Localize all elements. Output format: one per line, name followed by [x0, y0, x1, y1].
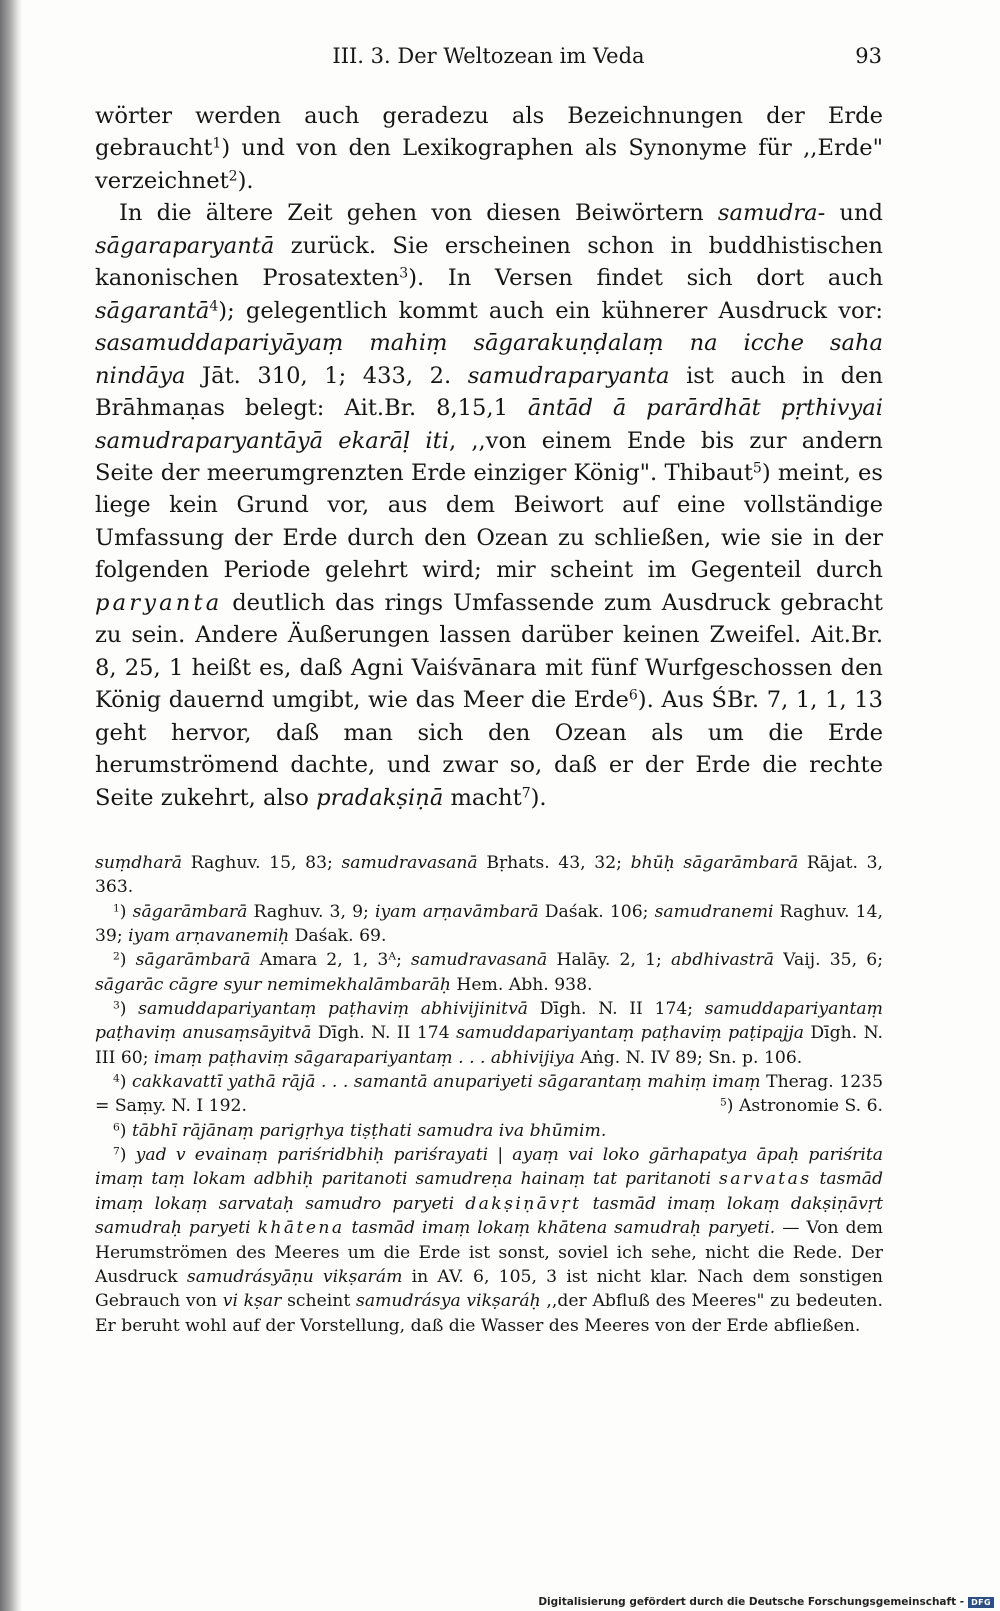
text-run: In die ältere Zeit gehen von diesen Beiwörtern	[119, 200, 718, 227]
italic-term: abdhivastrā	[671, 950, 774, 971]
footnote-ref: 1	[212, 136, 222, 153]
text-run: Halāy. 2, 1;	[547, 950, 672, 971]
text-run: ) meint, es liege kein Grund vor, aus dem Beiwort auf eine vollständige Umfassung der Erde durch den Ozean zu schließen, wie sie in der folgenden Periode gelehrt wird; mir scheint im Gegenteil durch	[95, 459, 883, 584]
italic-term: samudraparyanta	[467, 362, 670, 389]
italic-term: vi kṣar	[222, 1291, 282, 1312]
text-run: ). Aus ŚBr. 7, 1, 1, 13 geht hervor, daß man sich den Ozean als um die Erde herumströmend dachte, und zwar so, daß er der Erde die rechte Seite zukehrt, also	[95, 687, 883, 811]
main-text	[95, 100, 883, 814]
footnote-ref: 6	[628, 687, 638, 704]
italic-term: samudranemi	[654, 901, 774, 922]
text-run: Jāt. 310, 1; 433, 2.	[185, 362, 468, 389]
text-run: Astronomie S. 6.	[738, 1096, 883, 1117]
footer-text: Digitalisierung gefördert durch die Deutsche Forschungsgemeinschaft -	[538, 1596, 965, 1608]
text-run: Daśak. 69.	[289, 926, 387, 947]
paragraph-2	[95, 197, 883, 814]
footnote-1: $^1$) sāgarāmbarā Raghuv. 3, 9; iyam arṇavāmbarā Daśak. 106; samudranemi Raghuv. 14, 39; iyam arṇavanemiḥ Daśak. 69.	[95, 901, 883, 947]
text-run: und	[825, 200, 883, 227]
footnote-3: $^3$) samuddapariyantaṃ paṭhaviṃ abhivijinitvā Dīgh. N. II 174; samuddapariyantaṃ paṭhaviṃ anusaṃsāyitvā Dīgh. N. II 174 samuddapariyantaṃ paṭhaviṃ paṭipajja Dīgh. N. III 60; imaṃ paṭhaviṃ sāgarapariyantaṃ . . . abhivijiya Aṅg. N. IV 89; Sn. p. 106.	[95, 998, 883, 1068]
dfg-logo-icon: DFG	[968, 1597, 994, 1608]
text-run: Daśak. 106;	[538, 901, 655, 922]
italic-term: yad v evainaṃ pariśridbhiḥ pariśrayati | ayaṃ vai loko gārhapatya āpaḥ pariśrita imaṃ taṃ lokam adbhiḥ paritanoti samudreṇa hainaṃ tat paritanoti	[95, 1145, 883, 1190]
italic-term: samudra-	[717, 200, 826, 227]
italic-term: samuddapariyantaṃ paṭhaviṃ anusaṃsāyitvā	[95, 999, 883, 1044]
text-run: , ,,von einem Ende bis zur andern Seite der meerumgrenzten Erde einziger König". Thibaut	[95, 427, 883, 486]
footnote-mark: 5	[720, 1095, 727, 1109]
italic-term: tasmād imaṃ lokaṃ sarvataḥ samudro paryeti	[95, 1169, 883, 1214]
text-run: ); gelegentlich kommt auch ein kühnerer Ausdruck vor:	[218, 297, 883, 324]
italic-term: samuddapariyantaṃ paṭhaviṃ abhivijinitvā	[138, 999, 529, 1020]
italic-term: āntād ā parārdhāt pṛthivyai samudraparyantāyā ekarāḷ iti	[95, 395, 883, 454]
book-spine-shadow	[0, 0, 22, 1611]
footnotes	[95, 851, 883, 1338]
italic-term: sāgarantā	[95, 297, 210, 324]
running-header	[95, 44, 882, 68]
italic-term: pradakṣiṇā	[316, 784, 444, 811]
footnote-ref: 5	[752, 460, 762, 477]
footnote-mark: 2	[113, 949, 120, 963]
paragraph-1	[95, 100, 883, 197]
running-title: III. 3. Der Weltozean im Veda	[332, 44, 645, 68]
footnote-mark: 6	[113, 1120, 120, 1134]
text-run: ) und von den Lexikographen als Synonyme für ,,Erde" verzeichnet	[95, 135, 883, 194]
footnote-4: $^4$) cakkavattī yathā rājā . . . samantā anupariyeti sāgarantaṃ mahiṃ imaṃ Therag. 1235 = Saṃy. N. I 192. $^5$) Astronomie S. 6.	[95, 1070, 883, 1119]
text-run: Bṛhats. 43, 32;	[477, 853, 631, 873]
italic-term: samudrásyāṇu vikṣarám	[186, 1266, 403, 1287]
italic-term: sāgarāc cāgre syur nemimekhalāmbarāḥ	[95, 974, 451, 995]
italic-term: sāgaraparyantā	[95, 232, 275, 259]
italic-term: tasmād imaṃ lokaṃ khātena samudraḥ paryeti.	[344, 1218, 776, 1239]
italic-term: sasamuddapariyāyaṃ mahiṃ sāgarakuṇḍalaṃ na icche saha nindāya	[95, 330, 883, 389]
text-run: Therag. 1235 = Saṃy. N. I 192.	[95, 1072, 884, 1117]
italic-term: samudravasanā	[341, 853, 478, 873]
text-run: Dīgh. N. II 174;	[528, 999, 705, 1020]
text-run: Aṅg. N. IV 89; Sn. p. 106.	[574, 1047, 803, 1068]
italic-term: bhūḥ sāgarāmbarā	[630, 853, 799, 873]
text-run: ).	[530, 784, 547, 811]
italic-term: sāgarāmbarā	[132, 901, 248, 922]
spaced-italic-term: paryanta	[95, 589, 223, 616]
text-run: ). In Versen findet sich dort auch	[408, 265, 883, 292]
superscript: A	[388, 949, 397, 963]
text-run: Dīgh. N. II 174	[311, 1023, 457, 1044]
italic-term: samuddapariyantaṃ paṭhaviṃ paṭipajja	[456, 1023, 804, 1044]
digitization-footer	[538, 1596, 994, 1608]
text-run: Amara 2, 1, 3	[250, 950, 389, 971]
text-run: Vaij. 35, 6;	[774, 950, 883, 971]
text-run: Raghuv. 14, 39;	[95, 901, 883, 947]
text-run: in AV. 6, 105, 3 ist nicht klar. Nach dem sonstigen Gebrauch von	[95, 1266, 883, 1312]
italic-term: cakkavattī yathā rājā . . . samantā anupariyeti sāgarantaṃ mahiṃ imaṃ	[132, 1072, 761, 1093]
text-run: Dīgh. N. III 60;	[95, 1023, 883, 1068]
text-run: scheint	[281, 1291, 357, 1312]
text-run: macht	[443, 784, 522, 811]
text-run: ist auch in den Brāhmaṇas belegt: Ait.Br. 8,15,1	[95, 362, 883, 422]
italic-term: sāgarāmbarā	[135, 950, 251, 971]
text-run: ;	[396, 950, 412, 971]
text-run: deutlich das rings Umfassende zum Ausdruck gebracht zu sein. Andere Äußerungen lassen darüber keinen Zweifel. Ait.Br. 8, 25, 1 heißt es, daß Agni Vaiśvānara mit fünf Wurfgeschossen den König dauernd umgibt, wie das Meer die Erde	[95, 589, 883, 714]
footnote-mark: 1	[113, 901, 120, 915]
text-run: Hem. Abh. 938.	[450, 974, 593, 995]
text-run: wörter werden auch geradezu als Bezeichnungen der Erde gebraucht	[95, 103, 883, 162]
footnote-ref: 7	[521, 785, 531, 802]
footnote-mark: 7	[113, 1144, 120, 1158]
italic-term: suṃdharā	[95, 853, 183, 873]
spaced-italic-term: khātena	[257, 1218, 345, 1239]
text-run: ,,der Abfluß des Meeres" zu bedeuten. Er beruht wohl auf der Vorstellung, daß die Wasser des Meeres von der Erde abfließen.	[95, 1291, 884, 1336]
italic-term: tasmād imaṃ lokaṃ dakṣiṇāvṛt samudraḥ paryeti	[95, 1193, 883, 1239]
footnote-5: $^5$) Astronomie S. 6.	[720, 1095, 883, 1117]
footnote-2: $^2$) sāgarāmbarā Amara 2, 1, $3^A$; samudravasanā Halāy. 2, 1; abdhivastrā Vaij. 35, 6; sāgarāc cāgre syur nemimekhalāmbarāḥ Hem. Abh. 938.	[95, 949, 883, 995]
text-run: zurück. Sie erscheinen schon in buddhistischen kanonischen Prosatexten	[95, 232, 883, 292]
text-run: — Von dem Herumströmen des Meeres um die Erde ist sonst, soviel ich sehe, nicht die Rede. Der Ausdruck	[95, 1218, 883, 1287]
footnote-ref: 3	[399, 265, 409, 282]
italic-term: tābhī rājānaṃ parigṛhya tiṣṭhati samudra iva bhūmim.	[131, 1120, 607, 1141]
italic-term: samudravasanā	[411, 950, 548, 971]
spaced-italic-term: sarvatas	[719, 1169, 812, 1190]
italic-term: iyam arṇavanemiḥ	[128, 926, 290, 947]
text-run: Raghuv. 15, 83;	[182, 853, 342, 873]
footnote-mark: 4	[113, 1071, 120, 1085]
text-run: ).	[237, 167, 254, 194]
footnote-continuation	[95, 851, 883, 900]
spaced-italic-term: dakṣiṇāvṛt	[465, 1193, 582, 1214]
italic-term: imaṃ paṭhaviṃ sāgarapariyantaṃ . . . abhivijiya	[153, 1047, 575, 1068]
footnote-ref: 2	[228, 168, 238, 185]
italic-term: iyam arṇavāmbarā	[374, 901, 539, 922]
footnote-7: $^7$) yad v evainaṃ pariśridbhiḥ pariśrayati | ayaṃ vai loko gārhapatya āpaḥ pariśrita imaṃ taṃ lokam adbhiḥ paritanoti samudreṇa hainaṃ tat paritanoti sarvatas tasmād imaṃ lokaṃ sarvataḥ samudro paryeti dakṣiṇāvṛt tasmād imaṃ lokaṃ dakṣiṇāvṛt samudraḥ paryeti khātena tasmād imaṃ lokaṃ khātena samudraḥ paryeti. — Von dem Herumströmen des Meeres um die Erde ist sonst, soviel ich sehe, nicht die Rede. Der Ausdruck samudrásyāṇu vikṣarám in AV. 6, 105, 3 ist nicht klar. Nach dem sonstigen Gebrauch von vi kṣar scheint samudrásya vikṣaráḥ ,,der Abfluß des Meeres" zu bedeuten. Er beruht wohl auf der Vorstellung, daß die Wasser des Meeres von der Erde abfließen.	[95, 1144, 884, 1336]
page-number: 93	[855, 44, 882, 68]
footnote-ref: 4	[209, 298, 219, 315]
text-run: Raghuv. 3, 9;	[247, 901, 375, 922]
footnote-mark: 3	[113, 998, 120, 1012]
text-run: Rājat. 3, 363.	[95, 853, 883, 898]
italic-term: samudrásya vikṣaráḥ	[356, 1291, 541, 1312]
footnote-6: $^6$) tābhī rājānaṃ parigṛhya tiṣṭhati samudra iva bhūmim.	[113, 1120, 607, 1141]
